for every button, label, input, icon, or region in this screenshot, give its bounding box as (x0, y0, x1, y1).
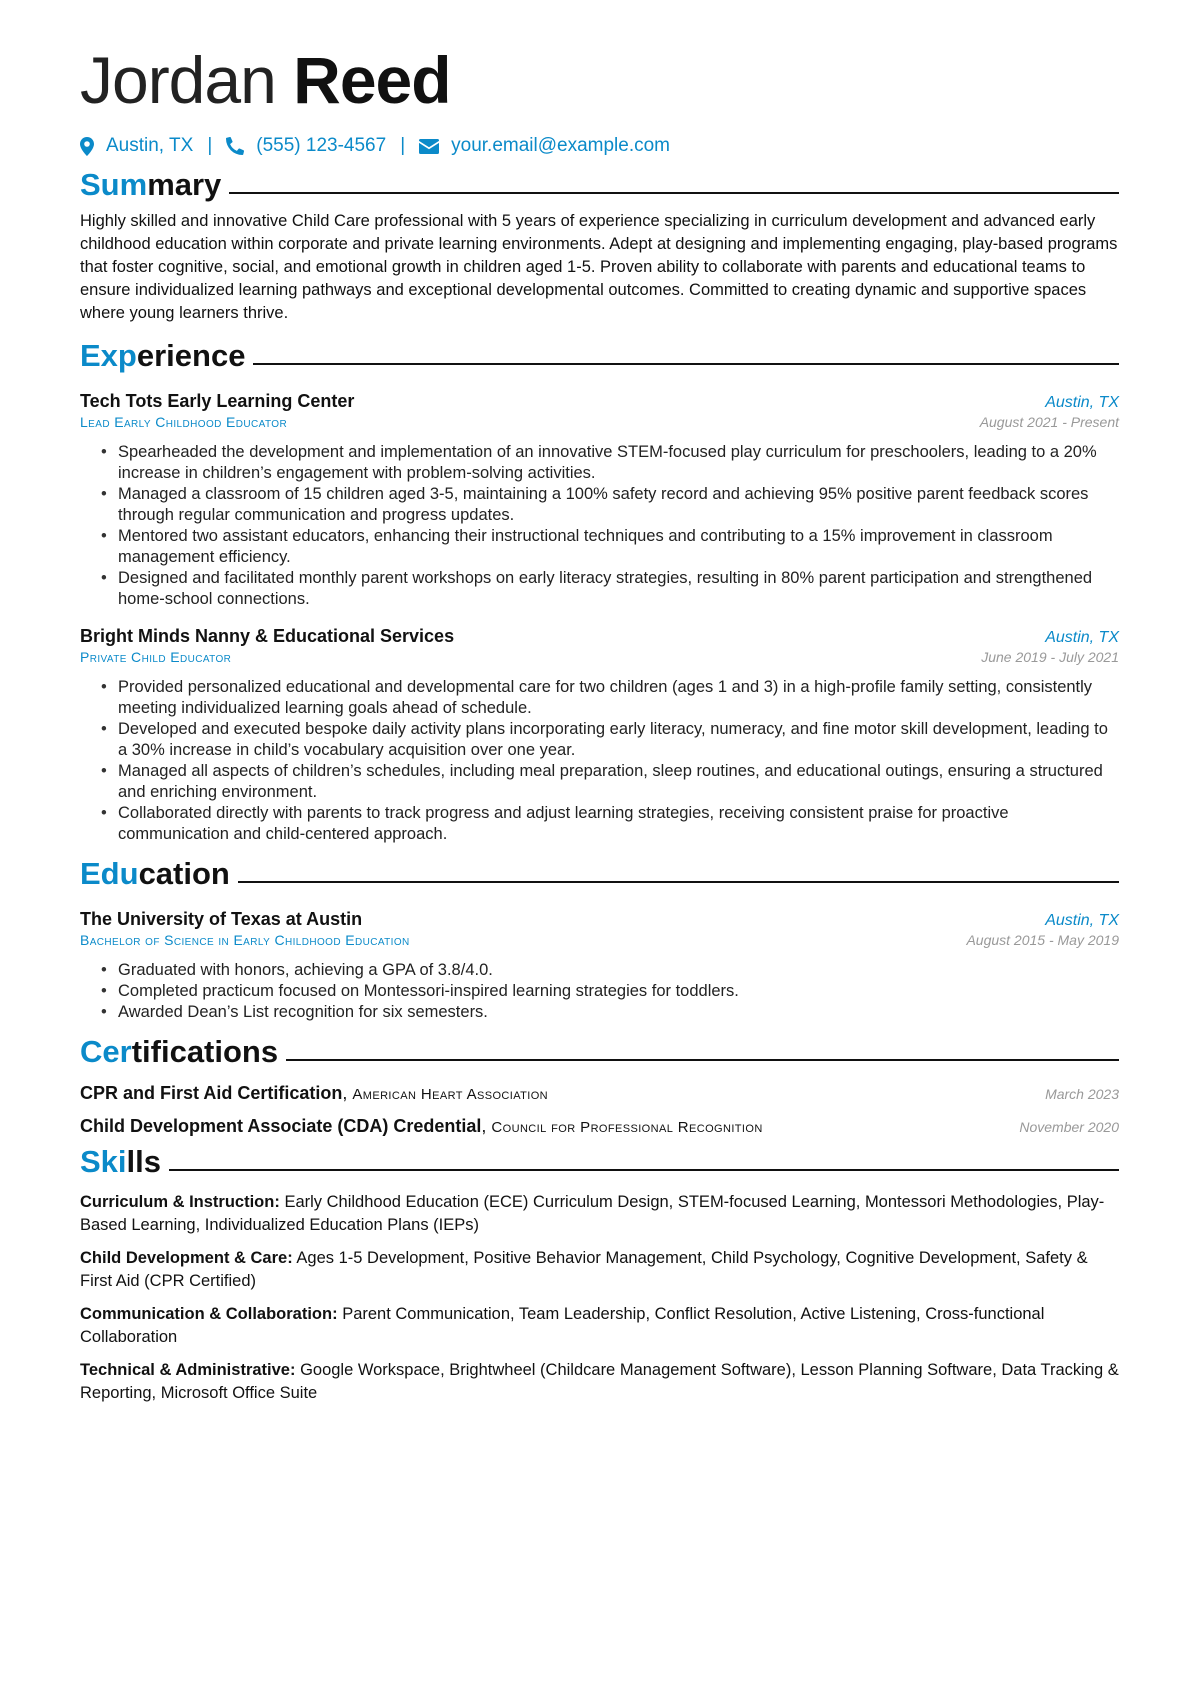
school-location: Austin, TX (1045, 912, 1119, 929)
phone-icon (226, 137, 244, 155)
job-entry (80, 624, 1119, 845)
title-accent: Cer (80, 1034, 132, 1069)
certification-item: Child Development Associate (CDA) Credential, Council for Professional Recognition November 2020 (80, 1116, 1119, 1136)
job-entry (80, 389, 1119, 610)
cert-issuer: Council for Professional Recognition (491, 1119, 763, 1136)
education-entry (80, 907, 1119, 1023)
job-dates: August 2021 - Present (979, 414, 1119, 430)
bullet-item: • Provided personalized educational and developmental care for two children (ages 1 and 3) in a high-profile family setting, consistently meeting individualized learning goals ahead of schedule. (118, 677, 1119, 719)
degree: Bachelor of Science in Early Childhood Education (80, 932, 410, 948)
section-rule (229, 192, 1119, 194)
section-heading (80, 1027, 1119, 1071)
skill-list: Google Workspace, Brightwheel (Childcare Management Software), Lesson Planning Software, Data Tracking & Reporting, Microsoft Office Suite (80, 1361, 1119, 1402)
cert-name: CPR and First Aid Certification (80, 1083, 343, 1103)
education-bullets (80, 960, 1119, 1023)
section-rule (253, 363, 1119, 365)
section-rule (286, 1059, 1119, 1061)
contact-separator: | (400, 135, 406, 156)
section-rule (169, 1169, 1119, 1171)
title-rest: tifications (131, 1034, 279, 1069)
contact-email[interactable] (419, 135, 670, 157)
education-section (80, 849, 1119, 1023)
section-title (80, 1033, 278, 1071)
skill-list: Ages 1-5 Development, Positive Behavior Management, Child Psychology, Cognitive Development, Safety & First Aid (CPR Certified) (80, 1249, 1088, 1290)
job-bullets (80, 677, 1119, 845)
last-name: Reed (293, 43, 451, 117)
title-rest: lls (126, 1144, 161, 1179)
skill-group (80, 1359, 1119, 1405)
job-location: Austin, TX (1045, 394, 1119, 411)
cert-date: November 2020 (1019, 1119, 1119, 1135)
cert-date: March 2023 (1045, 1086, 1119, 1102)
skill-category: Communication & Collaboration: (80, 1305, 338, 1323)
skill-category: Child Development & Care: (80, 1249, 293, 1267)
title-accent: Sum (80, 167, 148, 202)
section-title (80, 166, 221, 204)
job-bullets (80, 442, 1119, 610)
contact-phone[interactable] (226, 135, 386, 157)
section-heading (80, 160, 1119, 204)
section-heading (80, 849, 1119, 893)
section-title (80, 855, 230, 893)
resume-page (80, 40, 1119, 1405)
bullet-item: • Mentored two assistant educators, enhancing their instructional techniques and contributing to a 15% improvement in classroom management efficiency. (118, 526, 1119, 568)
title-accent: Ski (80, 1144, 127, 1179)
job-dates: June 2019 - July 2021 (981, 649, 1119, 665)
job-role: Lead Early Childhood Educator (80, 414, 288, 430)
bullet-item: • Developed and executed bespoke daily activity plans incorporating early literacy, numeracy, and fine motor skill development, leading to a 30% increase in child’s vocabulary acquisition over one year. (118, 719, 1119, 761)
section-rule (238, 881, 1119, 883)
certifications-section (80, 1027, 1119, 1137)
summary-section (80, 160, 1119, 325)
contact-separator: | (207, 135, 213, 156)
email-link: your.email@example.com (451, 135, 670, 156)
title-accent: Exp (80, 338, 137, 373)
school-name: The University of Texas at Austin (80, 909, 363, 929)
skill-group (80, 1303, 1119, 1349)
certification-item: CPR and First Aid Certification, American Heart Association March 2023 (80, 1083, 1119, 1103)
title-accent: Edu (80, 856, 139, 891)
skill-group (80, 1191, 1119, 1237)
job-org: Tech Tots Early Learning Center (80, 391, 355, 411)
summary-text: Highly skilled and innovative Child Care professional with 5 years of experience specializing in curriculum development and advanced early childhood education within corporate and private learning environments. Adept at designing and implementing engaging, play-based programs that foster cognitive, social, and emotional growth in children aged 1-5. Proven ability to collaborate with parents and educational teams to ensure individualized learning pathways and exceptional developmental outcomes. Committed to creating dynamic and supportive spaces where young learners thrive. (80, 212, 1118, 322)
cert-name: Child Development Associate (CDA) Credential (80, 1116, 482, 1136)
job-role: Private Child Educator (80, 649, 232, 665)
contact-line (80, 132, 1119, 160)
bullet-item: • Collaborated directly with parents to track progress and adjust learning strategies, receiving consistent praise for proactive communication and child-centered approach. (118, 803, 1119, 845)
section-title (80, 1143, 161, 1181)
phone-text: (555) 123-4567 (256, 135, 387, 156)
section-heading (80, 1137, 1119, 1181)
bullet-item: • Graduated with honors, achieving a GPA of 3.8/4.0. (118, 960, 1119, 981)
experience-section (80, 331, 1119, 845)
candidate-name (80, 40, 1119, 120)
first-name: Jordan (80, 43, 276, 117)
title-rest: mary (147, 167, 222, 202)
skill-list: Early Childhood Education (ECE) Curriculum Design, STEM-focused Learning, Montessori Methodologies, Play-Based Learning, Individualized Education Plans (IEPs) (80, 1193, 1105, 1234)
title-rest: cation (138, 856, 230, 891)
bullet-item: • Designed and facilitated monthly parent workshops on early literacy strategies, resulting in 80% parent participation and strengthened home-school connections. (118, 568, 1119, 610)
location-text: Austin, TX (106, 135, 194, 156)
job-org: Bright Minds Nanny & Educational Services (80, 626, 455, 646)
education-dates: August 2015 - May 2019 (966, 932, 1119, 948)
contact-location (80, 135, 193, 157)
map-pin-icon (80, 137, 94, 156)
skill-list: Parent Communication, Team Leadership, Conflict Resolution, Active Listening, Cross-functional Collaboration (80, 1305, 1045, 1346)
skill-group (80, 1247, 1119, 1293)
cert-issuer: American Heart Association (352, 1086, 549, 1103)
bullet-item: • Managed all aspects of children’s schedules, including meal preparation, sleep routines, and educational outings, ensuring a structured and enriching environment. (118, 761, 1119, 803)
bullet-item: • Completed practicum focused on Montessori-inspired learning strategies for toddlers. (118, 981, 1119, 1002)
title-rest: erience (136, 338, 246, 373)
section-title (80, 337, 245, 375)
bullet-item: • Managed a classroom of 15 children aged 3-5, maintaining a 100% safety record and achieving 95% positive parent feedback scores through regular communication and progress updates. (118, 484, 1119, 526)
bullet-item: • Awarded Dean’s List recognition for six semesters. (118, 1002, 1119, 1023)
skill-category: Technical & Administrative: (80, 1361, 296, 1379)
skill-category: Curriculum & Instruction: (80, 1193, 280, 1211)
bullet-item: • Spearheaded the development and implementation of an innovative STEM-focused play curriculum for preschoolers, leading to a 20% increase in children’s engagement with problem-solving activities. (118, 442, 1119, 484)
envelope-icon (419, 139, 439, 154)
job-location: Austin, TX (1045, 629, 1119, 646)
section-heading (80, 331, 1119, 375)
skills-section (80, 1137, 1119, 1405)
